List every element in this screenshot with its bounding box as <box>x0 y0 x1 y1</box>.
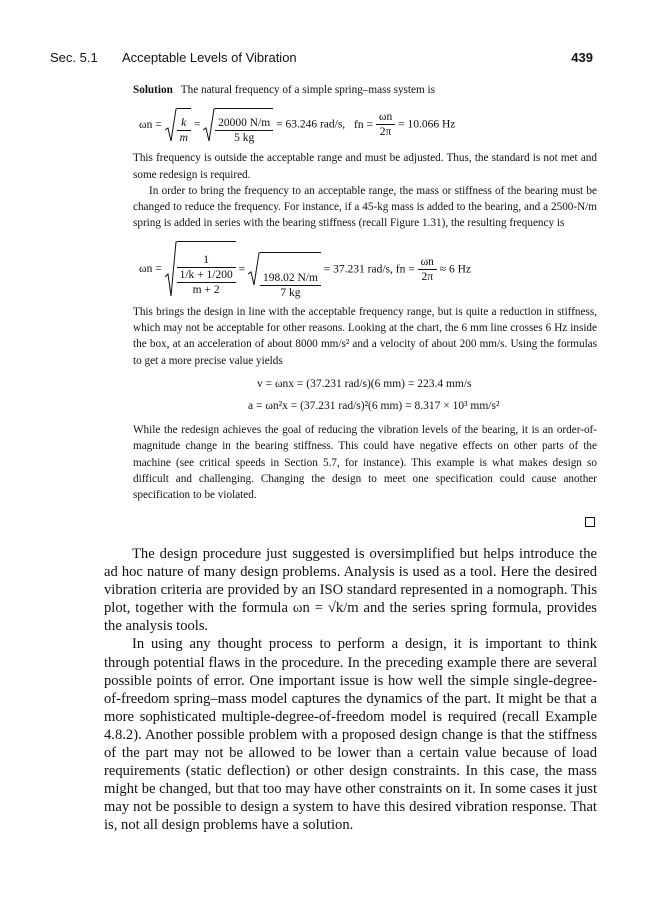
equation-redesigned-frequency: ωn = $\frac{\frac{1}{1/k + 1/200}}{m + 2}$ = $\frac{198.02 N/m}{7 kg}$ = 37.231 rad/s, fn = $\frac{\omega n}{2\pi}$ ≈ 6 Hz <box>135 238 597 300</box>
page-number: 439 <box>571 50 593 65</box>
eq1-fn-fraction: $\frac{\omega n}{2\pi}$ <box>376 110 395 139</box>
eq2-den: 7 kg <box>280 287 301 299</box>
eq2-lhs: ωn = <box>139 263 162 276</box>
eq1-result: = 63.246 rad/s, <box>276 118 346 131</box>
eq2-inner-num: 1 <box>177 253 236 268</box>
solution-label: Solution <box>133 84 173 96</box>
section-number: Sec. 5.1 <box>50 50 98 65</box>
eq1-m: m <box>179 131 188 144</box>
sqrt-series-formula <box>165 241 236 297</box>
section-title: Acceptable Levels of Vibration <box>122 50 297 65</box>
eq1-lhs: ωn = <box>139 118 162 131</box>
radical-sign <box>165 241 177 297</box>
equation-acceleration: a = ωn²x = (37.231 rad/s)²(6 mm) = 8.317 × 10³ mm/s² <box>248 399 500 412</box>
eq2-outer-den: m + 2 <box>177 282 236 297</box>
eq1-k: k <box>181 116 187 129</box>
eq2-fn-fraction: $\frac{\omega n}{2\pi}$ <box>418 255 437 284</box>
radical-sign <box>165 108 177 142</box>
solution-block <box>133 82 597 503</box>
end-of-example-box <box>585 517 595 527</box>
body-paragraph: The design procedure just suggested is oversimplified but helps introduce the ad hoc nature of many design problems. Analysis is used as a tool. Here the desired vibration criteria are provided by an ISO standard represented in a nomograph. This plot, together with the formula ωn = √k/m and the series spring formula, provides the analysis tools. <box>104 546 597 635</box>
equation-velocity: v = ωnx = (37.231 rad/s)(6 mm) = 223.4 mm/s <box>257 377 472 390</box>
eq2-inner-den: 1/k + 1/200 <box>179 268 233 281</box>
eq1-den: 5 kg <box>234 131 255 144</box>
eq2-result: = 37.231 rad/s, <box>323 263 393 276</box>
solution-intro: Solution The natural frequency of a simple spring–mass system is <box>133 84 435 96</box>
solution-paragraph: This brings the design in line with the acceptable frequency range, but is quite a reduction in stiffness, which may not be acceptable for other reasons. Looking at the chart, the 6 mm line crosses 6 Hz inside the box, at an acceleration of about 8000 mm/s² and a velocity of about 200 mm/s. Using the formulas to get a more precise value yields <box>133 305 597 367</box>
eq1-num: 20000 N/m <box>215 116 273 131</box>
radical-sign <box>203 108 215 142</box>
main-text <box>104 545 597 835</box>
solution-paragraph: This frequency is outside the acceptable range and must be adjusted. Thus, the standard is not met and some redesign is required. <box>133 152 597 181</box>
sqrt-numeric <box>248 252 321 299</box>
eq1-fn-result: = 10.066 Hz <box>398 118 456 131</box>
eq2-fn-result: ≈ 6 Hz <box>439 263 472 276</box>
body-paragraph: In using any thought process to perform a design, it is important to think through potential flaws in the procedure. In the preceding example there are several possible points of error. One important issue is how well the simple single-degree-of-freedom spring–mass model captures the dynamics of the part. It might be that a more sophisticated multiple-degree-of-freedom model is required (recall Example 4.8.2). Another possible problem with a proposed design change is that the stiffness of the part may not be allowed to be lower than a certain value because of load requirements (static deflection) or other design constraints. In this case, the mass might be changed, but that too may have other constraints on it. In some cases it just may not be possible to design a system to have this desired vibration response. That is, not all design problems have a solution. <box>104 636 597 834</box>
solution-paragraph: In order to bring the frequency to an acceptable range, the mass or stiffness of the bearing must be changed to reduce the frequency. For instance, if a 45-kg mass is added to the bearing, and a 2500-N/m spring is added in series with the bearing stiffness (recall Figure 1.31), the resulting frequency is <box>133 184 597 230</box>
eq2-fn: fn = <box>395 263 415 276</box>
sqrt-k-over-m <box>165 108 191 142</box>
eq2-num: 198.02 N/m <box>260 271 321 286</box>
radical-sign <box>248 252 260 286</box>
equation-natural-frequency: ωn = $\frac{k}{m}$ = $\frac{20000 N/m}{5 kg}$ = 63.246 rad/s, fn = $\frac{\omega n}{2\pi}$ = 10.066 Hz <box>135 104 597 144</box>
eq1-fn: fn = <box>354 118 373 131</box>
running-header <box>50 50 597 70</box>
solution-paragraph: While the redesign achieves the goal of reducing the vibration levels of the bearing, it is an order-of-magnitude change in the bearing stiffness. This could have negative effects on other parts of the machine (see critical speeds in Section 5.7, for instance). This example is what makes design so difficult and challenging. Changing the design to meet one specification could cause another specification to be violated. <box>133 423 597 502</box>
sqrt-numeric <box>203 108 273 142</box>
